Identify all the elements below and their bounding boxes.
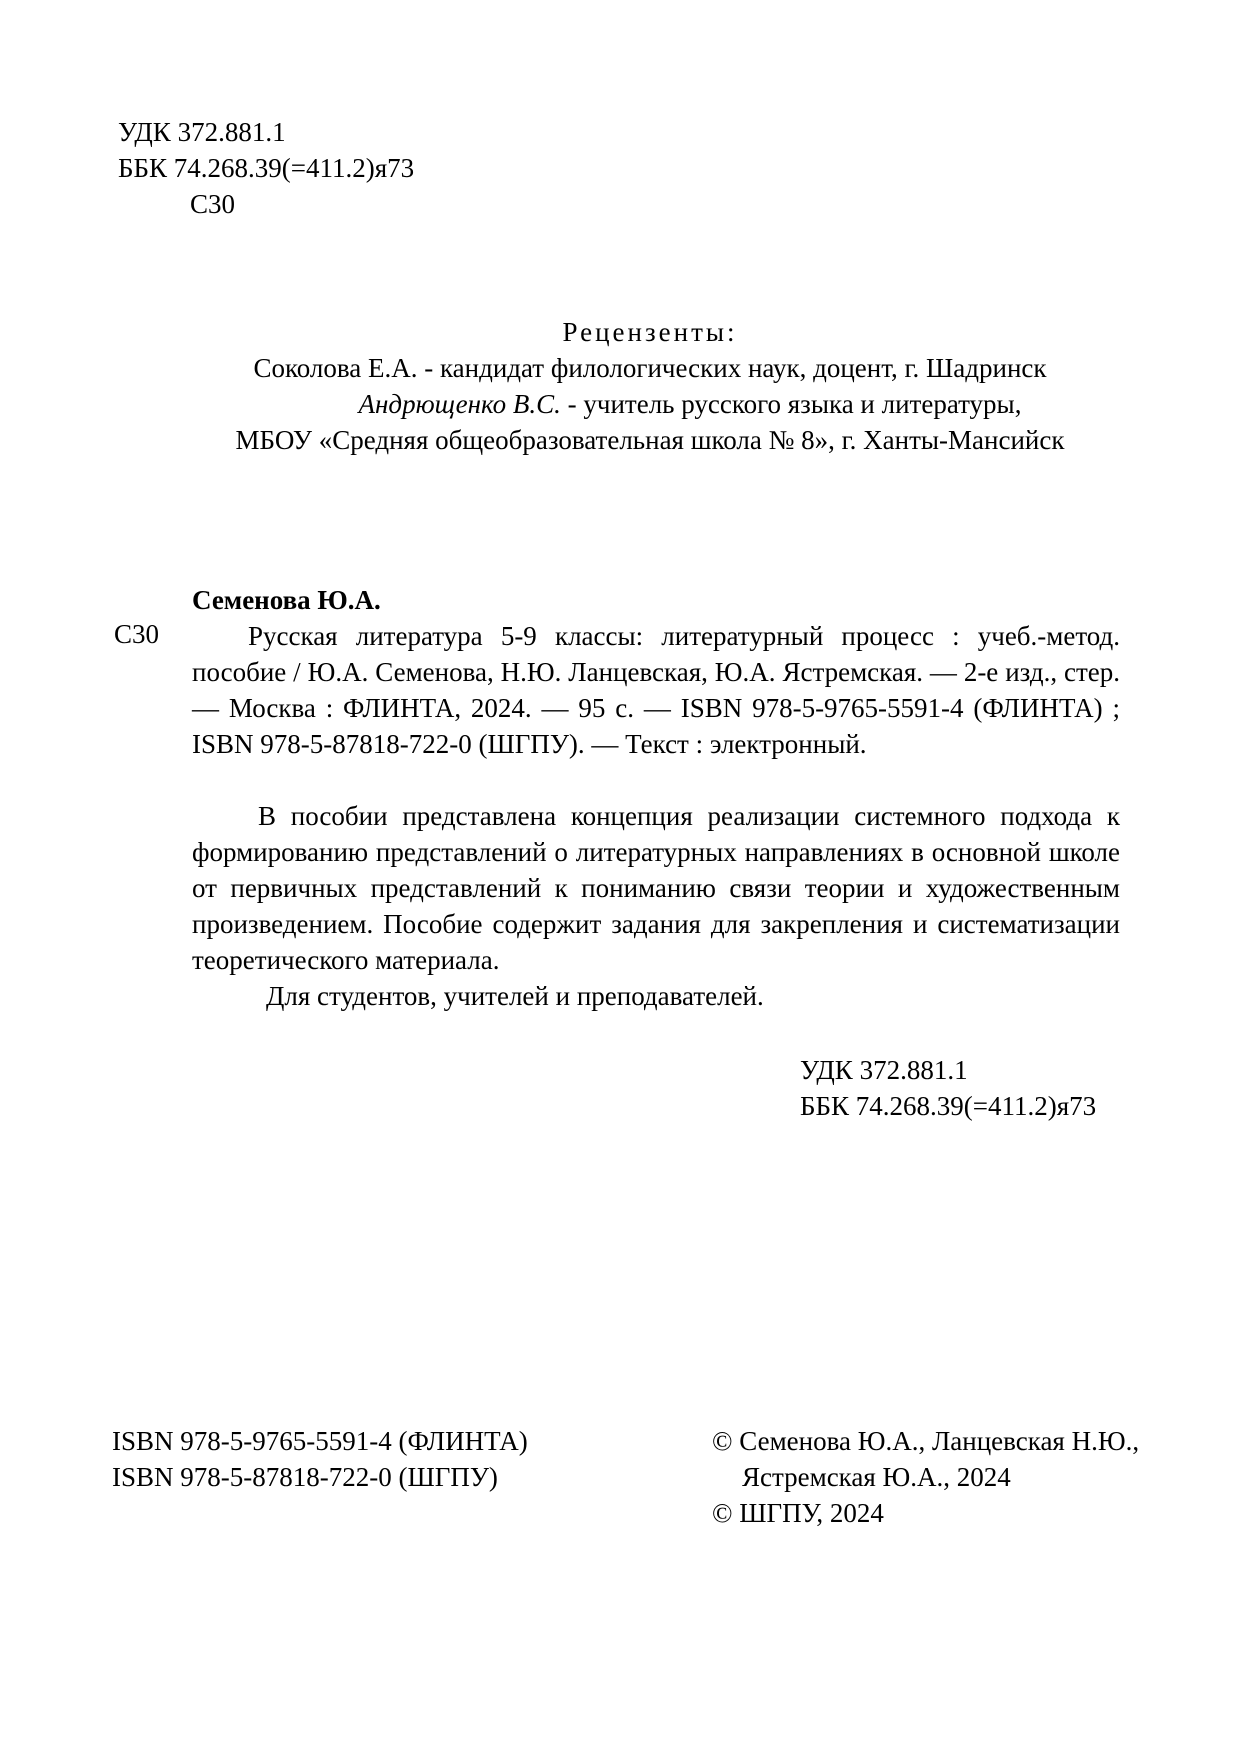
classification-codes-top xyxy=(118,114,414,222)
isbn-shgpu: ISBN 978-5-87818-722-0 (ШГПУ) xyxy=(112,1462,498,1492)
author-mark-side: С30 xyxy=(114,619,160,649)
author-mark: С30 xyxy=(190,189,236,219)
reviewer-2-name: Андрющенко В.С. xyxy=(358,389,561,419)
udk-code-bottom: УДК 372.881.1 xyxy=(800,1055,968,1085)
copyright-block xyxy=(712,1423,1139,1531)
classification-codes-bottom xyxy=(800,1052,1096,1124)
reviewers-block xyxy=(200,314,1100,458)
bbk-code-bottom: ББК 74.268.39(=411.2)я73 xyxy=(800,1091,1097,1121)
reviewer-2-position: - учитель русского языка и литературы, xyxy=(560,389,1022,419)
copyright-authors-cont: Ястремская Ю.А., 2024 xyxy=(742,1462,1011,1492)
reviewer-1: Соколова Е.А. - кандидат филологических наук, доцент, г. Шадринск xyxy=(253,353,1047,383)
reviewer-2-affiliation: МБОУ «Средняя общеобразовательная школа № 8», г. Ханты-Мансийск xyxy=(235,425,1065,455)
target-audience: Для студентов, учителей и преподавателей. xyxy=(266,981,764,1011)
abstract-paragraph: В пособии представлена концепция реализации системного подхода к формированию представлений о литературных направлениях в основной школе от первичных представлений к пониманию связи теории и художественным произведением. Пособие содержит задания для закрепления и систематизации теоретического материала. xyxy=(192,801,1120,975)
bibliographic-record: Русская литература 5-9 классы: литературный процесс : учеб.-метод. пособие / Ю.А. Семенова, Н.Ю. Ланцевская, Ю.А. Ястремская. — 2-е изд., стер. — Москва : ФЛИНТА, 2024. — 95 с. — ISBN 978-5-9765-5591-4 (ФЛИНТА) ; ISBN 978-5-87818-722-0 (ШГПУ). — Текст : электронный. xyxy=(192,621,1120,759)
udk-code: УДК 372.881.1 xyxy=(118,117,286,147)
author-heading: Семенова Ю.А. xyxy=(192,585,381,615)
abstract xyxy=(192,798,1120,1014)
isbn-flinta: ISBN 978-5-9765-5591-4 (ФЛИНТА) xyxy=(112,1426,528,1456)
copyright-publisher: © ШГПУ, 2024 xyxy=(712,1498,884,1528)
copyright-authors: © Семенова Ю.А., Ланцевская Н.Ю., xyxy=(712,1426,1140,1456)
bbk-code: ББК 74.268.39(=411.2)я73 xyxy=(118,153,415,183)
reviewers-heading: Рецензенты: xyxy=(562,317,738,347)
reviewer-2 xyxy=(200,386,1100,422)
isbn-block xyxy=(112,1423,528,1495)
